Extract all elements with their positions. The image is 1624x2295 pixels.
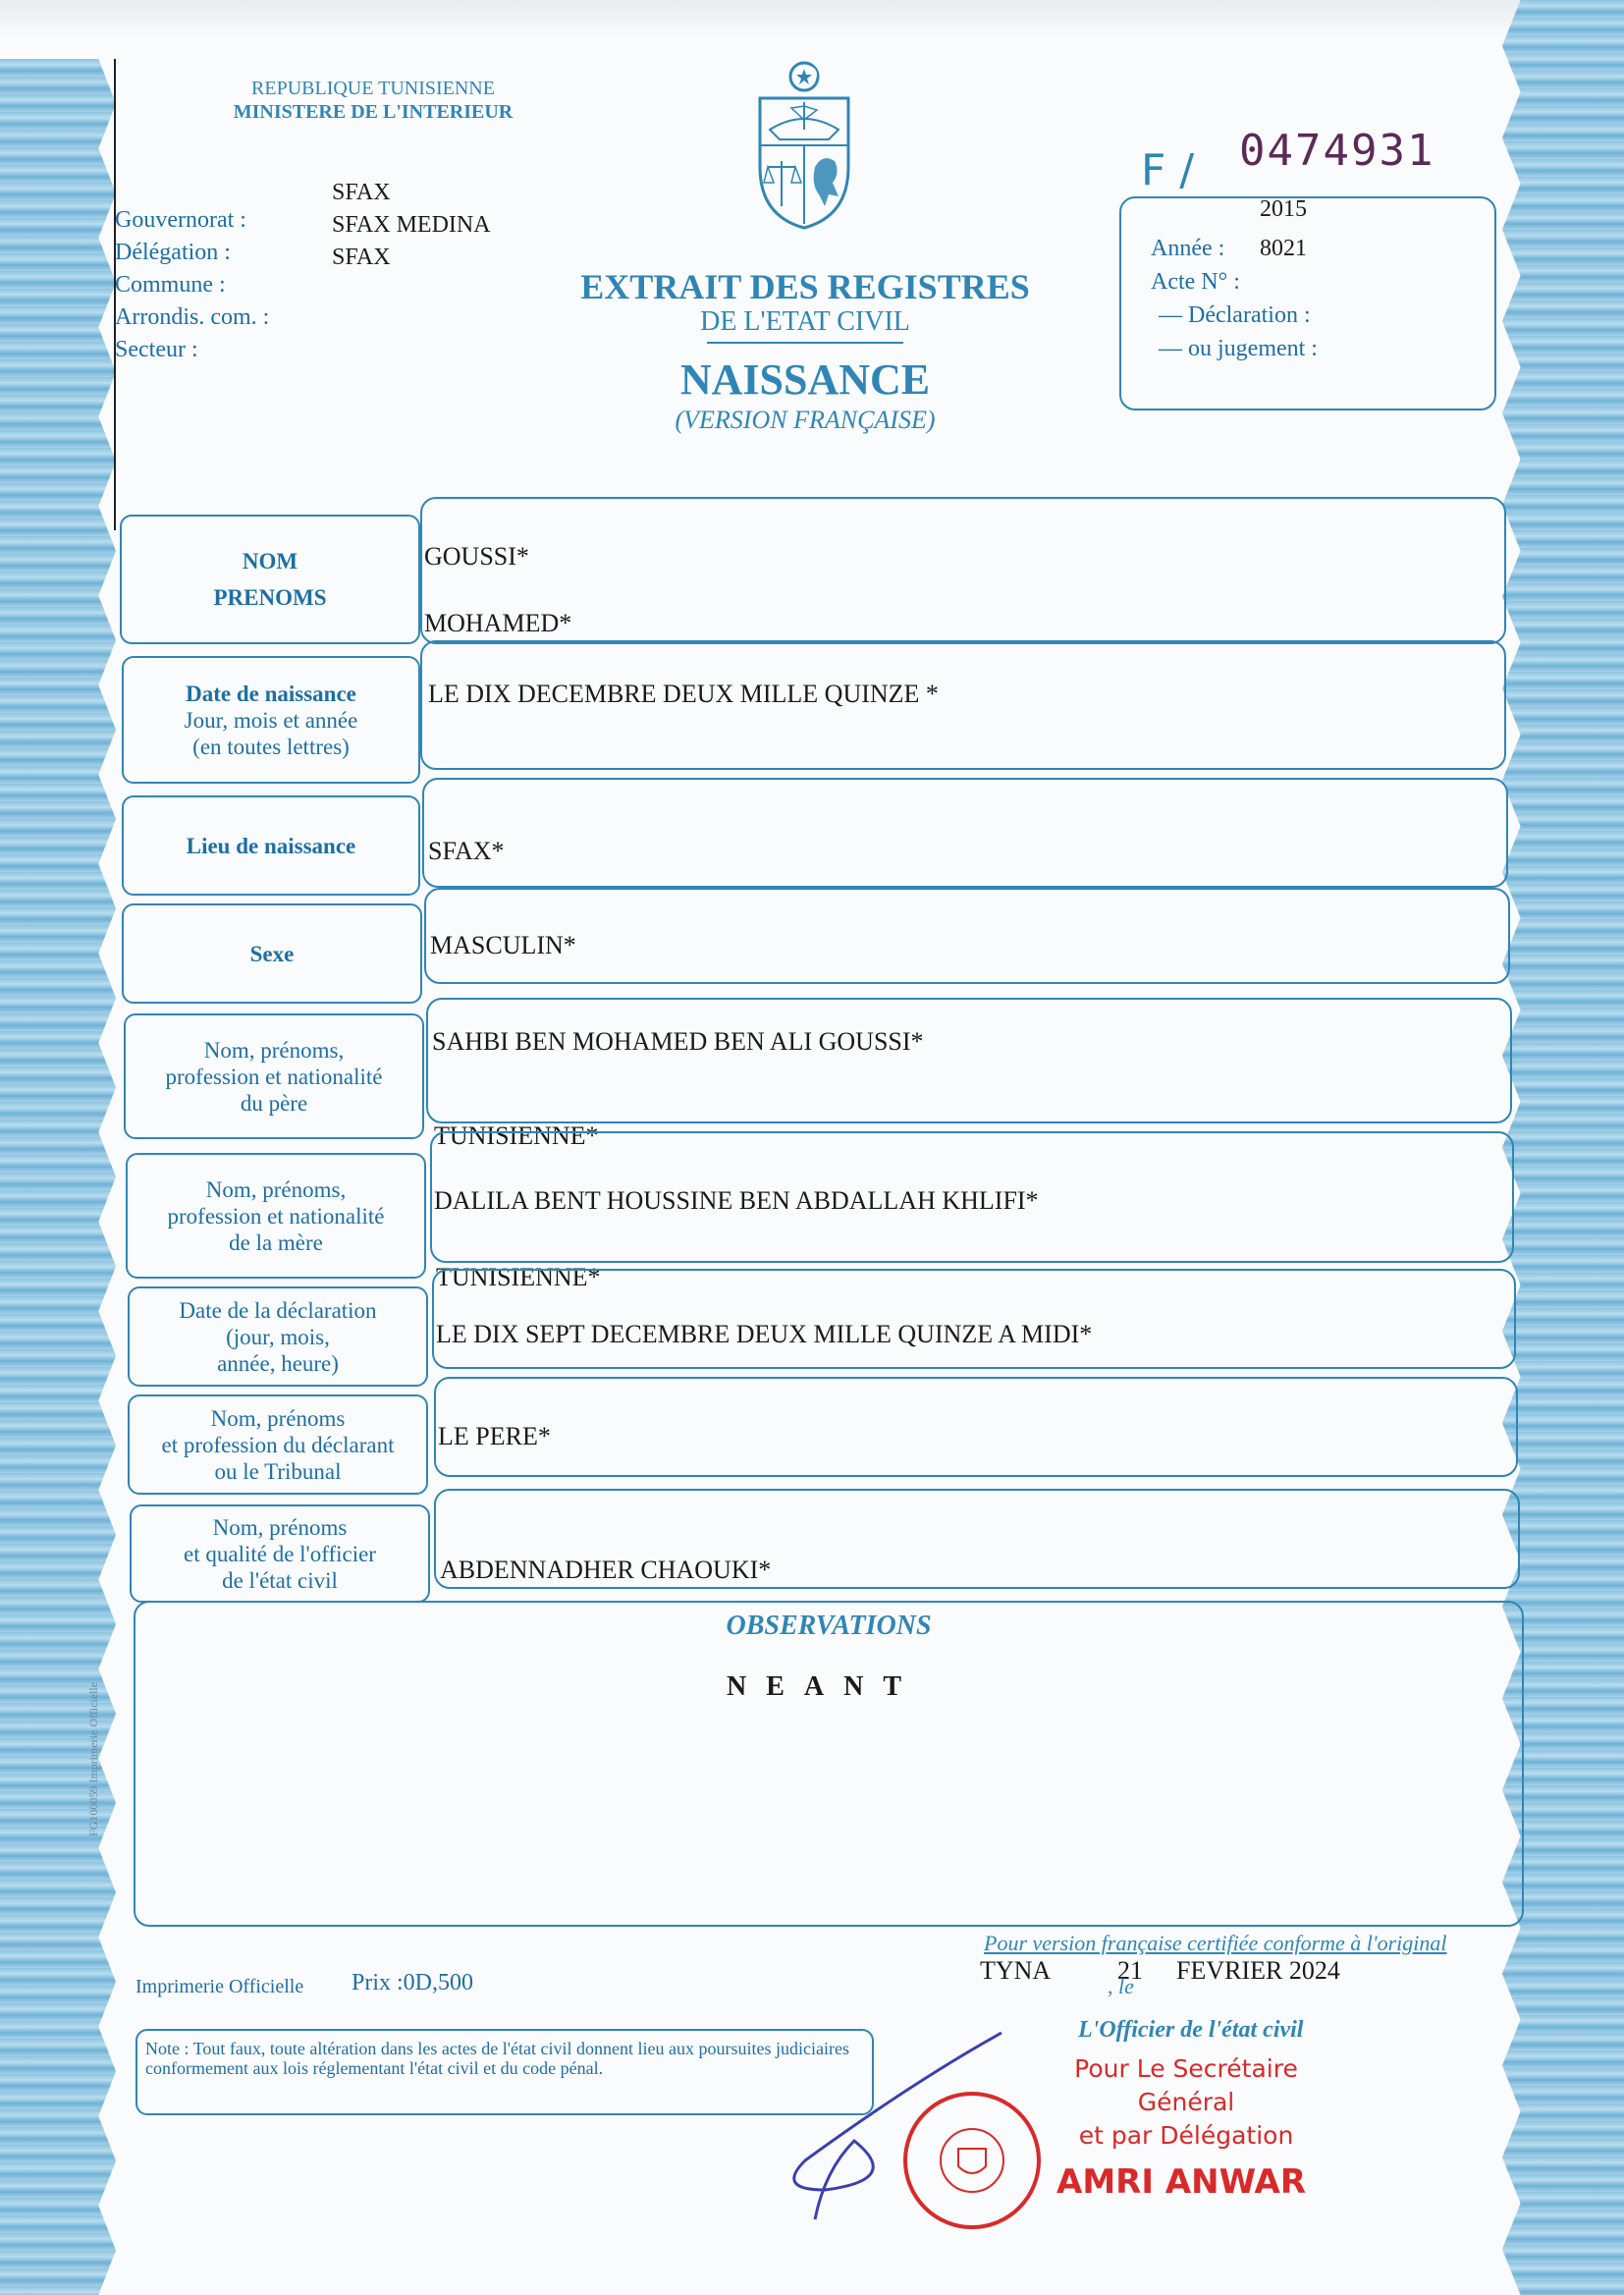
place-value: TYNA bbox=[980, 1956, 1052, 1985]
date-label-line-1: Date de naissance bbox=[186, 681, 356, 706]
declarant-value: LE PERE* bbox=[438, 1422, 551, 1450]
top-shadow bbox=[0, 0, 1624, 39]
date-label-line-3: (en toutes lettres) bbox=[192, 734, 350, 759]
pere-label-line-3: du père bbox=[240, 1090, 308, 1116]
nom-prenoms-label bbox=[120, 515, 420, 644]
left-guilloche-border bbox=[0, 59, 116, 2295]
stamp-line-1: Pour Le Secrétaire Général bbox=[1074, 2054, 1298, 2116]
decl-label-line-3: année, heure) bbox=[217, 1350, 339, 1376]
declaration-label: — Déclaration : bbox=[1159, 302, 1311, 328]
lieu-naissance-label: Lieu de naissance bbox=[122, 795, 420, 896]
secteur-label: Secteur : bbox=[115, 337, 198, 362]
gouvernorat-label: Gouvernorat : bbox=[115, 207, 246, 233]
declarant-label bbox=[128, 1394, 428, 1495]
mere-label-line-1: Nom, prénoms, bbox=[205, 1176, 347, 1202]
date-label-line-2: Jour, mois et année bbox=[184, 707, 358, 733]
sexe-value: MASCULIN* bbox=[430, 931, 576, 959]
declarant-field bbox=[434, 1377, 1518, 1477]
signature-and-stamp-icon bbox=[766, 2023, 1060, 2249]
stamp-text bbox=[1029, 2052, 1343, 2153]
title-line-2: DE L'ETAT CIVIL bbox=[700, 306, 910, 337]
serial-number: 0474931 bbox=[1239, 126, 1435, 176]
declarant-label-line-1: Nom, prénoms bbox=[210, 1405, 346, 1431]
observations-value: NEANT bbox=[727, 1671, 922, 1702]
arrondissement-label: Arrondis. com. : bbox=[115, 304, 270, 330]
declaration-date-label bbox=[128, 1286, 428, 1387]
republic-name: REPUBLIQUE TUNISIENNE bbox=[251, 78, 495, 99]
officier-label bbox=[130, 1504, 430, 1603]
republic-header bbox=[201, 77, 545, 124]
stamp-line-2: et par Délégation bbox=[1078, 2121, 1294, 2150]
legal-note: Note : Tout faux, toute altération dans les actes de l'état civil donnent lieu aux poursuites judiciaires conformement aux lois réglementant l'état civil et du code pénal. bbox=[145, 2039, 849, 2078]
pere-label bbox=[124, 1013, 424, 1139]
admin-values bbox=[332, 177, 491, 274]
pere-label-line-2: profession et nationalité bbox=[165, 1064, 383, 1089]
declaration-date-value: LE DIX SEPT DECEMBRE DEUX MILLE QUINZE A MIDI* bbox=[436, 1320, 1093, 1348]
sexe-label: Sexe bbox=[122, 903, 422, 1004]
delegation-value: SFAX MEDINA bbox=[332, 212, 491, 238]
officier-label-line-2: et qualité de l'officier bbox=[184, 1541, 376, 1566]
mere-nationalite-value: TUNISIENNE* bbox=[436, 1263, 601, 1291]
commune-label: Commune : bbox=[115, 272, 226, 298]
observations-box bbox=[134, 1601, 1524, 1927]
lieu-naissance-field bbox=[422, 778, 1508, 888]
annee-value: 2015 bbox=[1260, 196, 1307, 222]
officier-label-line-1: Nom, prénoms bbox=[212, 1514, 348, 1540]
nom-label: NOM bbox=[242, 549, 298, 574]
le-label: , le bbox=[1108, 1974, 1134, 1998]
declarant-label-line-2: et profession du déclarant bbox=[161, 1432, 395, 1457]
decl-label-line-2: (jour, mois, bbox=[226, 1324, 330, 1349]
title-line-1: EXTRAIT DES REGISTRES bbox=[580, 267, 1030, 306]
pere-nationalite-value: TUNISIENNE* bbox=[434, 1121, 599, 1150]
title-version: (VERSION FRANÇAISE) bbox=[675, 406, 936, 434]
stamp-signatory-name: AMRI ANWAR bbox=[1056, 2162, 1307, 2202]
title-naissance: NAISSANCE bbox=[679, 355, 931, 404]
decl-label-line-1: Date de la déclaration bbox=[179, 1297, 377, 1323]
prenoms-value: MOHAMED* bbox=[424, 609, 572, 637]
jugement-label: — ou jugement : bbox=[1159, 336, 1318, 361]
pere-label-line-1: Nom, prénoms, bbox=[203, 1037, 345, 1063]
mere-value: DALILA BENT HOUSSINE BEN ABDALLAH KHLIFI* bbox=[434, 1186, 1039, 1215]
observations-title: OBSERVATIONS bbox=[726, 1611, 932, 1641]
nom-prenoms-field bbox=[420, 497, 1506, 644]
document-title bbox=[550, 267, 1060, 436]
delegation-label: Délégation : bbox=[115, 240, 231, 265]
nom-value: GOUSSI* bbox=[424, 542, 529, 571]
imprimerie-label: Imprimerie Officielle bbox=[135, 1976, 304, 1997]
tunisian-coat-of-arms-icon bbox=[746, 59, 862, 231]
certification-text: Pour version française certifiée conforme à l'original bbox=[984, 1931, 1447, 1955]
prix-label: Prix :0D,500 bbox=[352, 1970, 474, 1995]
date-naissance-value: LE DIX DECEMBRE DEUX MILLE QUINZE * bbox=[428, 680, 939, 708]
commune-value: SFAX bbox=[332, 245, 391, 270]
officier-label-line-3: de l'état civil bbox=[222, 1567, 338, 1593]
title-divider bbox=[707, 342, 903, 344]
date-month-year-value: FEVRIER 2024 bbox=[1176, 1956, 1340, 1985]
sexe-field bbox=[424, 888, 1510, 984]
ministry-name: MINISTERE DE L'INTERIEUR bbox=[233, 101, 514, 123]
mere-label-line-3: de la mère bbox=[229, 1229, 323, 1255]
admin-labels bbox=[115, 204, 269, 366]
date-day-value: 21 bbox=[1117, 1956, 1143, 1985]
declaration-date-field bbox=[432, 1269, 1516, 1369]
officier-signature-label: L'Officier de l'état civil bbox=[1078, 2017, 1304, 2043]
declarant-label-line-3: ou le Tribunal bbox=[214, 1458, 342, 1484]
gouvernorat-value: SFAX bbox=[332, 180, 391, 205]
mere-label-line-2: profession et nationalité bbox=[167, 1203, 385, 1229]
mere-label bbox=[126, 1153, 426, 1279]
serial-prefix: F / bbox=[1141, 145, 1195, 195]
officier-value: ABDENNADHER CHAOUKI* bbox=[440, 1556, 772, 1584]
printer-code: FG100059 Imprimerie Officielle bbox=[86, 1681, 100, 1836]
pere-value: SAHBI BEN MOHAMED BEN ALI GOUSSI* bbox=[432, 1027, 924, 1056]
right-guilloche-border bbox=[1502, 0, 1624, 2295]
annee-label: Année : bbox=[1151, 236, 1225, 261]
lieu-naissance-value: SFAX* bbox=[428, 837, 505, 865]
date-naissance-label bbox=[122, 656, 420, 784]
pere-field bbox=[426, 998, 1512, 1123]
acte-number-label: Acte N° : bbox=[1151, 269, 1240, 295]
acte-number-value: 8021 bbox=[1260, 236, 1307, 261]
prenoms-label: PRENOMS bbox=[213, 585, 327, 610]
